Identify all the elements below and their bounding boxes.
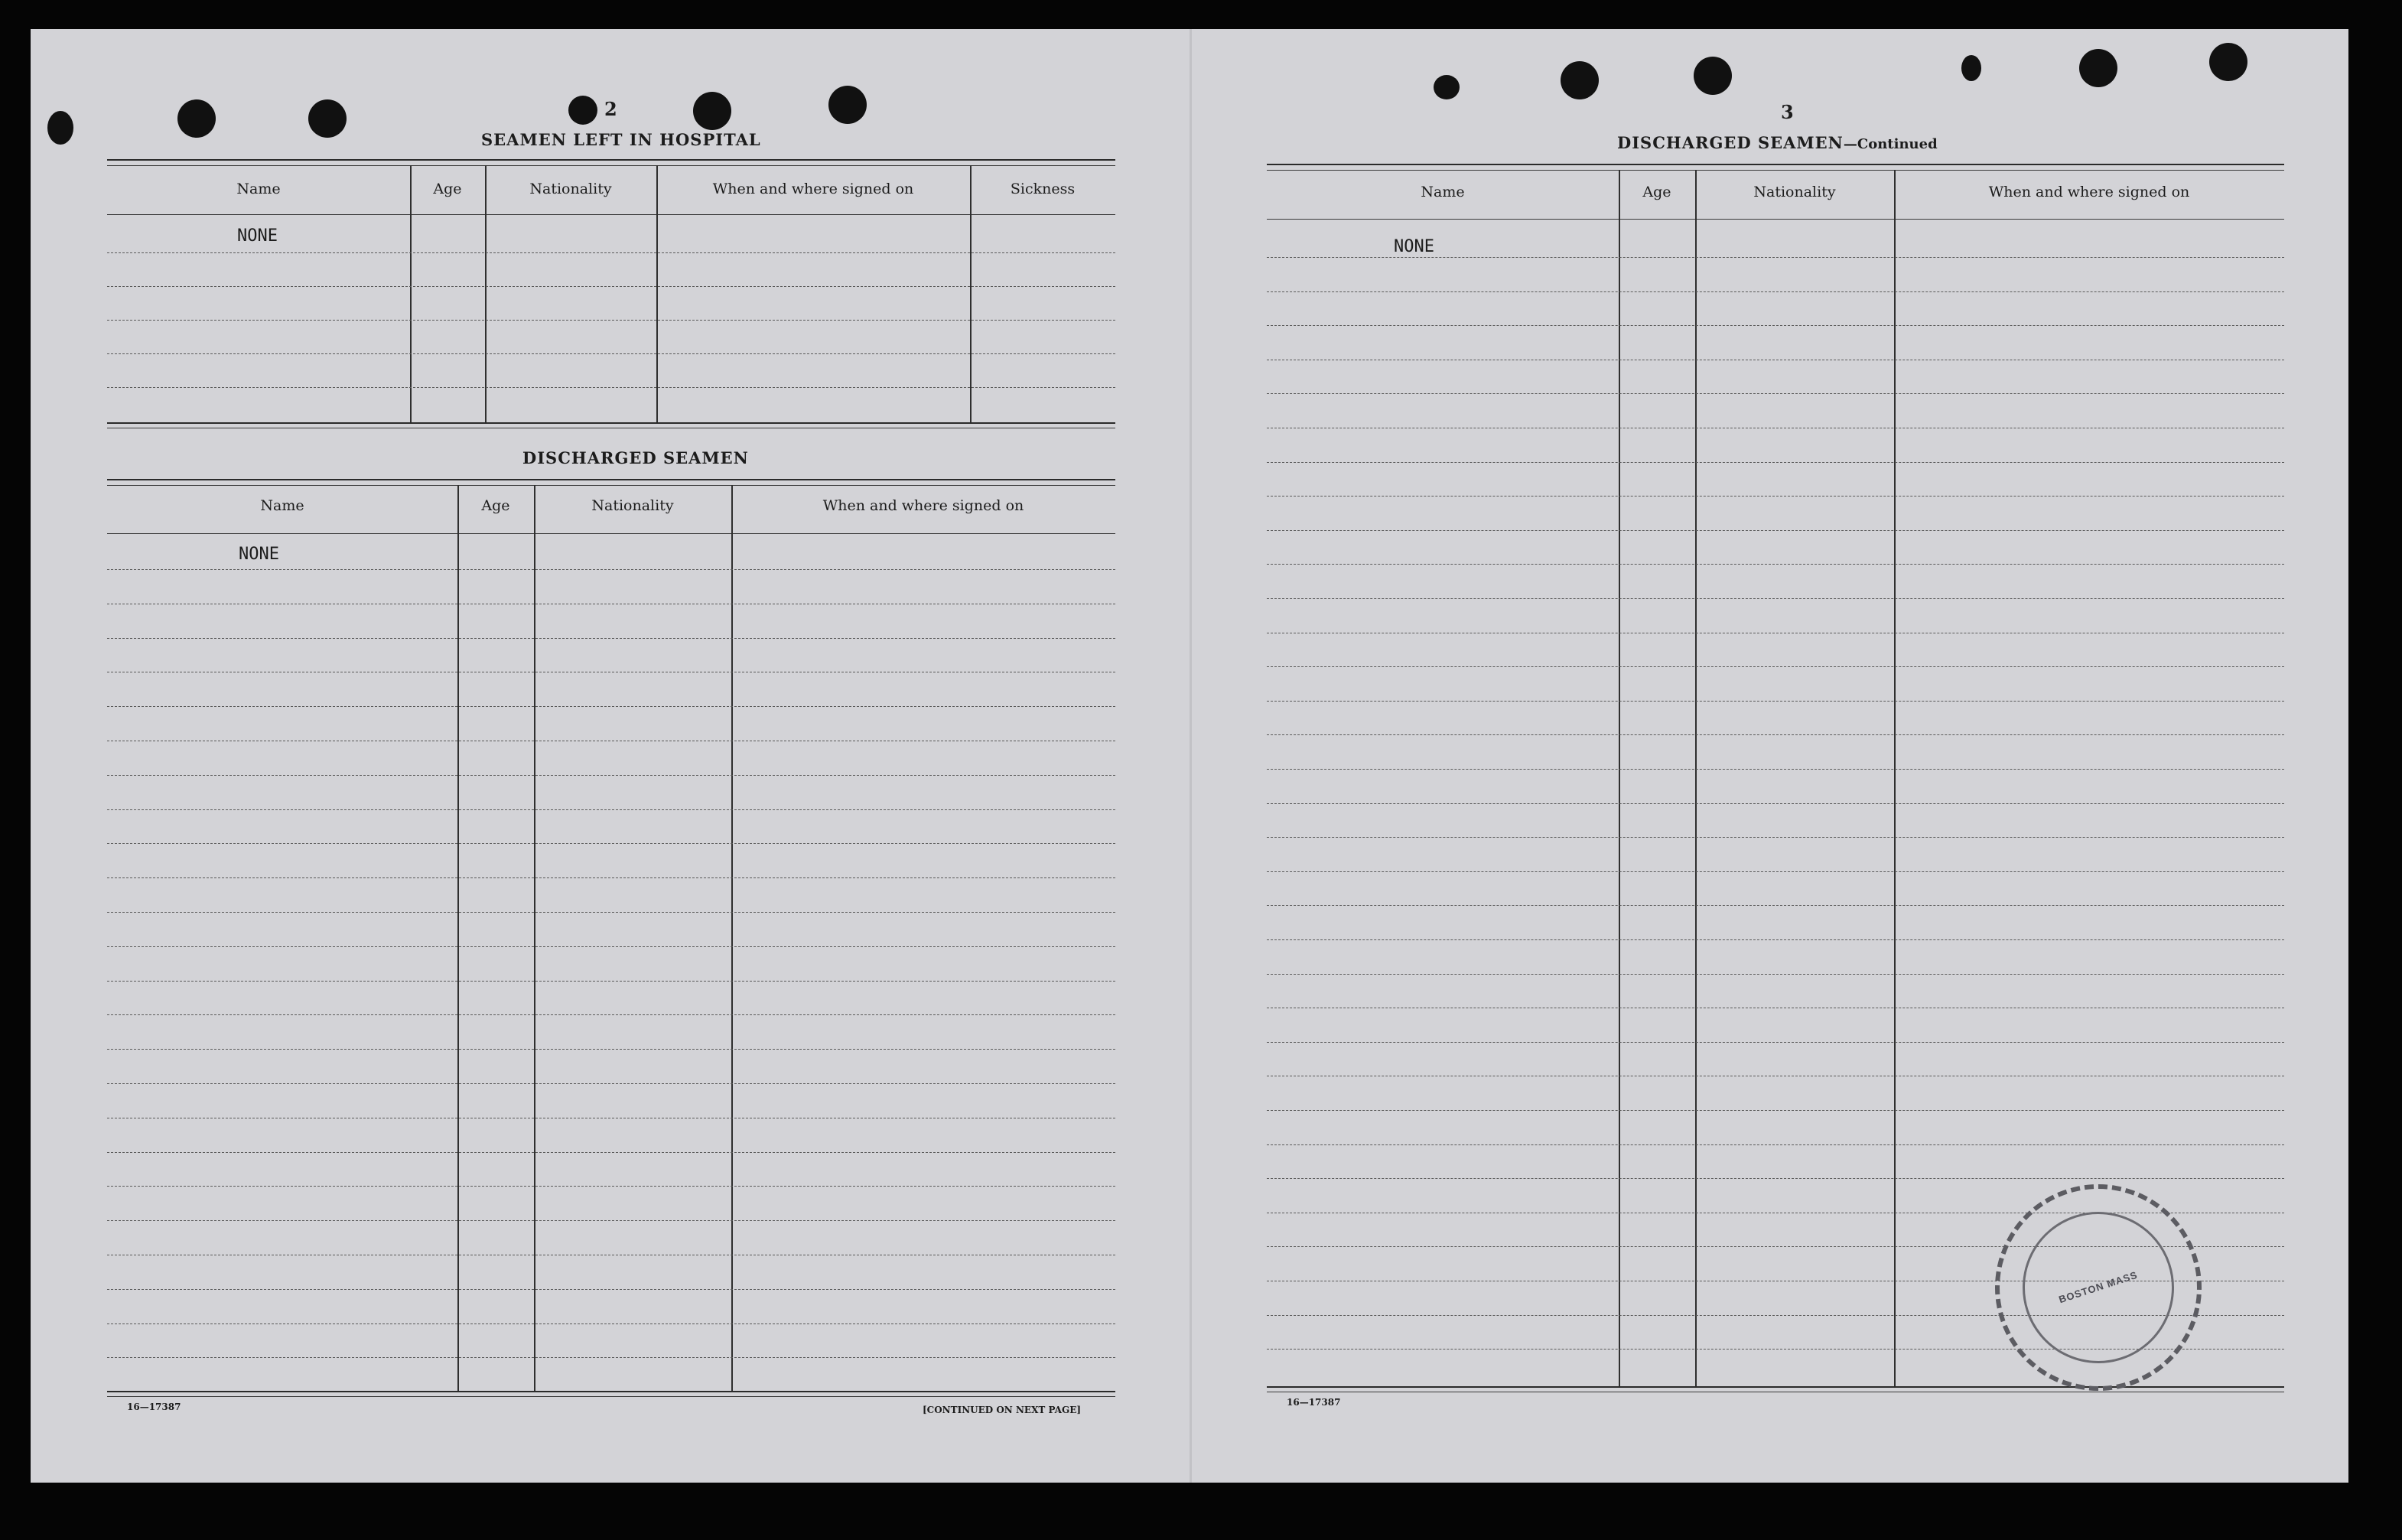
hospital-row-line	[107, 320, 1115, 321]
table-row-line	[107, 1323, 1115, 1324]
right-divider	[1894, 170, 1896, 1388]
hospital-row-line	[107, 252, 1115, 253]
discharged-section-title: DISCHARGED SEAMEN	[522, 448, 749, 467]
hospital-entry-name: NONE	[237, 226, 278, 246]
right-divider	[1619, 170, 1620, 1388]
hospital-row-line	[107, 353, 1115, 354]
table-row-line	[107, 946, 1115, 947]
hospital-row-line	[107, 387, 1115, 388]
right-top-rule-2	[1267, 170, 2284, 171]
table-row-line	[1267, 1144, 2284, 1145]
table-row-line	[107, 569, 1115, 570]
continued-note: [CONTINUED ON NEXT PAGE]	[923, 1405, 1082, 1415]
table-row-line	[1267, 462, 2284, 463]
hospital-divider	[485, 165, 487, 424]
table-row-line	[1267, 837, 2284, 838]
hospital-col-nationality: Nationality	[529, 181, 612, 197]
discharged-divider	[457, 485, 459, 1392]
discharged-header-rule	[107, 533, 1115, 534]
discharged-top-rule-2	[107, 485, 1115, 486]
right-entry-name: NONE	[1394, 237, 1434, 256]
official-stamp-icon	[1995, 1184, 2202, 1391]
table-row-line	[107, 1289, 1115, 1290]
hospital-col-age: Age	[433, 181, 462, 197]
punch-hole-icon	[693, 92, 731, 130]
punch-hole-icon	[177, 99, 216, 138]
table-row-line	[107, 1220, 1115, 1221]
right-header-rule	[1267, 219, 2284, 220]
table-row-line	[1267, 564, 2284, 565]
table-row-line	[1267, 598, 2284, 599]
discharged-bottom-rule	[107, 1391, 1115, 1392]
table-row-line	[107, 877, 1115, 878]
discharged-col-signed-on: When and where signed on	[822, 497, 1024, 514]
table-row-line	[1267, 325, 2284, 326]
table-row-line	[107, 843, 1115, 844]
discharged-divider	[534, 485, 535, 1392]
page-number-right: 3	[1781, 101, 1794, 123]
table-row-line	[1267, 257, 2284, 258]
discharged-divider	[731, 485, 733, 1392]
table-row-line	[107, 981, 1115, 982]
form-number-right: 16—17387	[1287, 1397, 1341, 1408]
stamp-text: BOSTON MASS	[2057, 1268, 2140, 1306]
punch-hole-icon	[308, 99, 347, 138]
table-row-line	[1267, 905, 2284, 906]
punch-hole-icon	[1434, 75, 1460, 99]
right-col-nationality: Nationality	[1753, 184, 1836, 200]
punch-hole-icon	[568, 96, 597, 125]
table-row-line	[1267, 666, 2284, 667]
table-row-line	[1267, 1110, 2284, 1111]
table-row-line	[1267, 1178, 2284, 1179]
table-row-line	[1267, 701, 2284, 702]
right-section-title	[1617, 133, 1938, 152]
discharged-entry-name: NONE	[239, 545, 279, 564]
punch-hole-icon	[1961, 55, 1981, 81]
hospital-col-sickness: Sickness	[1010, 181, 1076, 197]
hospital-row-line	[107, 286, 1115, 287]
hospital-divider	[410, 165, 412, 424]
punch-hole-icon	[47, 111, 73, 145]
table-row-line	[107, 1186, 1115, 1187]
table-row-line	[107, 1152, 1115, 1153]
hospital-top-rule-2	[107, 165, 1115, 166]
right-col-signed-on: When and where signed on	[1988, 184, 2190, 200]
table-row-line	[1267, 734, 2284, 735]
table-row-line	[1267, 291, 2284, 292]
table-row-line	[1267, 393, 2284, 394]
punch-hole-icon	[1561, 61, 1599, 99]
table-row-line	[107, 638, 1115, 639]
right-col-name: Name	[1421, 184, 1465, 200]
punch-hole-icon	[1694, 57, 1732, 95]
page-fold	[1190, 29, 1192, 1483]
right-divider	[1695, 170, 1697, 1388]
discharged-col-name: Name	[260, 497, 304, 514]
hospital-section-title: SEAMEN LEFT IN HOSPITAL	[481, 130, 761, 149]
table-row-line	[1267, 871, 2284, 872]
hospital-divider	[970, 165, 972, 424]
table-row-line	[1267, 803, 2284, 804]
hospital-divider	[656, 165, 658, 424]
discharged-top-rule	[107, 479, 1115, 480]
right-top-rule	[1267, 164, 2284, 165]
table-row-line	[107, 1014, 1115, 1015]
table-row-line	[107, 809, 1115, 810]
hospital-col-name: Name	[236, 181, 281, 197]
table-row-line	[107, 1083, 1115, 1084]
hospital-bottom-rule	[107, 422, 1115, 424]
form-number-left: 16—17387	[127, 1402, 181, 1412]
table-row-line	[107, 775, 1115, 776]
discharged-col-age: Age	[481, 497, 510, 514]
right-title-suffix: —Continued	[1843, 136, 1938, 152]
punch-hole-icon	[2079, 49, 2117, 87]
page-number-left: 2	[604, 98, 617, 120]
stamp-inner-ring	[2003, 1192, 2193, 1382]
table-row-line	[107, 1049, 1115, 1050]
right-col-age: Age	[1642, 184, 1671, 200]
table-row-line	[1267, 939, 2284, 940]
table-row-line	[1267, 769, 2284, 770]
table-row-line	[1267, 496, 2284, 497]
table-row-line	[1267, 974, 2284, 975]
table-row-line	[1267, 1042, 2284, 1043]
hospital-top-rule	[107, 159, 1115, 161]
table-row-line	[107, 912, 1115, 913]
table-row-line	[107, 1357, 1115, 1358]
punch-hole-icon	[828, 86, 867, 124]
table-row-line	[107, 706, 1115, 707]
discharged-bottom-rule-2	[107, 1396, 1115, 1397]
punch-hole-icon	[2209, 43, 2247, 81]
hospital-header-rule	[107, 214, 1115, 215]
discharged-col-nationality: Nationality	[591, 497, 674, 514]
table-row-line	[1267, 530, 2284, 531]
hospital-col-signed-on: When and where signed on	[712, 181, 914, 197]
right-title-main: DISCHARGED SEAMEN	[1617, 133, 1844, 152]
right-bottom-rule	[1267, 1386, 2284, 1388]
